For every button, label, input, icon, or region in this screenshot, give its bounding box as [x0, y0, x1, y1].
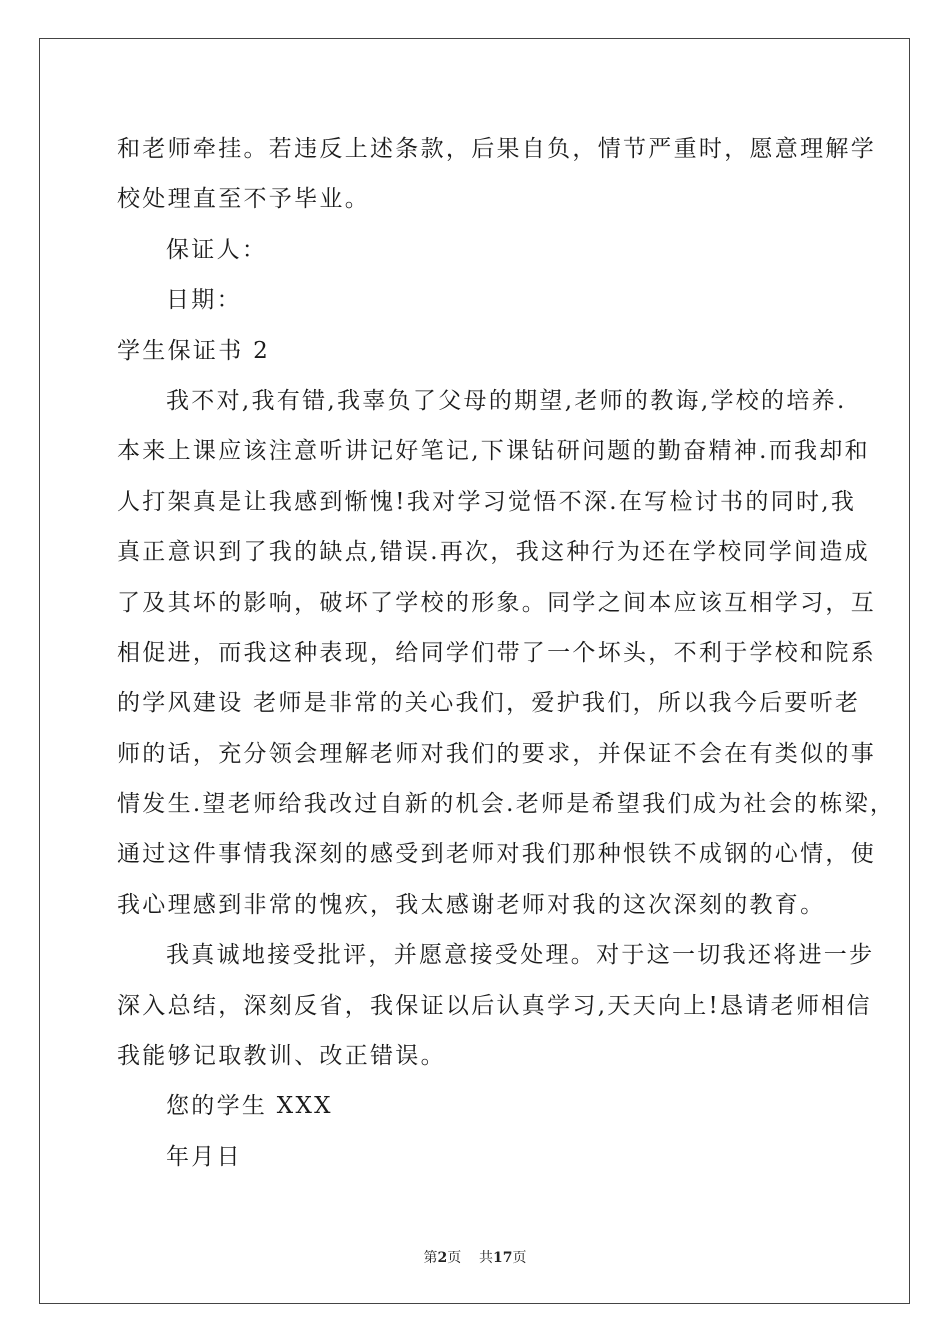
text-line: 的学风建设 老师是非常的关心我们，爱护我们，所以我今后要听老	[117, 690, 861, 717]
text-line: 我不对,我有错,我辜负了父母的期望,老师的教诲,学校的培养.	[166, 387, 847, 414]
page-prefix: 第	[423, 1250, 438, 1266]
text-line: 深入总结，深刻反省，我保证以后认真学习,天天向上!恳请老师相信	[117, 992, 872, 1019]
text-line: 我能够记取教训、改正错误。	[117, 1043, 446, 1070]
text-line: 相促进，而我这种表现，给同学们带了一个坏头，不利于学校和院系	[117, 639, 876, 666]
total-prefix: 共	[479, 1250, 494, 1266]
page-suffix: 页	[447, 1250, 462, 1266]
date-label: 日期：	[166, 287, 242, 314]
document-body	[117, 124, 896, 1182]
text-line: 本来上课应该注意听讲记好笔记,下课钻研问题的勤奋精神.而我却和	[117, 438, 870, 465]
text-line: 了及其坏的影响，破坏了学校的形象。同学之间本应该互相学习，互	[117, 589, 876, 616]
date-line: 年月日	[166, 1143, 242, 1170]
guarantor-label: 保证人：	[166, 236, 268, 263]
text-line: 师的话，充分领会理解老师对我们的要求，并保证不会在有类似的事	[117, 740, 876, 767]
text-line: 人打架真是让我感到惭愧!我对学习觉悟不深.在写检讨书的同时,我	[117, 488, 857, 515]
text-line: 我真诚地接受批评，并愿意接受处理。对于这一切我还将进一步	[166, 942, 875, 969]
total-suffix: 页	[512, 1250, 527, 1266]
text-line: 我心理感到非常的愧疚，我太感谢老师对我的这次深刻的教育。	[117, 891, 826, 918]
total-pages: 17	[493, 1250, 513, 1266]
text-line: 和老师牵挂。若违反上述条款，后果自负，情节严重时，愿意理解学	[117, 136, 876, 162]
text-line: 通过这件事情我深刻的感受到老师对我们那种恨铁不成钢的心情，使	[117, 841, 876, 868]
page-number: 2	[437, 1250, 448, 1266]
text-line: 校处理直至不予毕业。	[117, 186, 370, 213]
text-line: 真正意识到了我的缺点,错误.再次，我这种行为还在学校同学间造成	[117, 539, 870, 566]
section-heading: 学生保证书 2	[117, 337, 271, 364]
text-line: 情发生.望老师给我改过自新的机会.老师是希望我们成为社会的栋梁，	[117, 791, 896, 818]
page-footer	[0, 1247, 950, 1267]
signature-line: 您的学生 XXX	[166, 1093, 333, 1120]
